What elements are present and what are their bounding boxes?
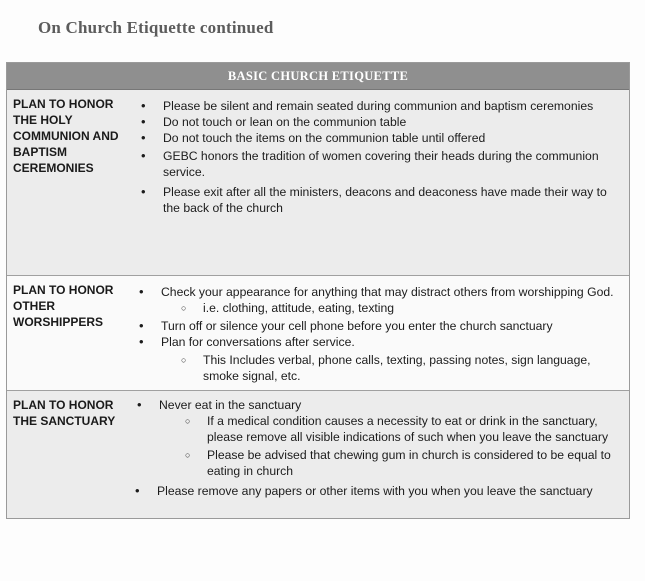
page-title: On Church Etiquette continued bbox=[38, 18, 274, 37]
sub-list-item: ○ This Includes verbal, phone calls, texting, passing notes, sign language, smoke signal, etc. bbox=[203, 352, 627, 384]
list-item: • Please remove any papers or other items with you when you leave the sanctuary bbox=[157, 483, 625, 499]
row-label: PLAN TO HONOR OTHER WORSHIPPERS bbox=[13, 283, 114, 329]
sub-list-item: ○ i.e. clothing, attitude, eating, texting bbox=[203, 300, 627, 316]
item-list bbox=[161, 284, 627, 384]
list-item: • Do not touch the items on the communion table until offered bbox=[163, 130, 625, 146]
item-list bbox=[163, 98, 625, 216]
etiquette-table bbox=[6, 62, 630, 519]
table-row bbox=[7, 90, 629, 276]
list-item: • Please be silent and remain seated during communion and baptism ceremonies bbox=[163, 98, 625, 114]
table-header: BASIC CHURCH ETIQUETTE bbox=[7, 63, 629, 90]
list-item: • Do not touch or lean on the communion table bbox=[163, 114, 625, 130]
list-item: • Turn off or silence your cell phone before you enter the church sanctuary bbox=[161, 318, 627, 334]
list-item: • Plan for conversations after service. bbox=[161, 334, 627, 350]
sub-list-item: ○ If a medical condition causes a necessity to eat or drink in the sanctuary, please remove all visible indications of such when you leave the sanctuary bbox=[207, 413, 617, 445]
table-row bbox=[7, 391, 629, 518]
table-row bbox=[7, 276, 629, 391]
list-item: • Please exit after all the ministers, deacons and deaconess have made their way to the back of the church bbox=[163, 184, 625, 216]
row-label: PLAN TO HONOR THE SANCTUARY bbox=[13, 398, 116, 428]
list-item: • Check your appearance for anything that may distract others from worshipping God. bbox=[161, 284, 627, 300]
sub-list-item: ○ Please be advised that chewing gum in church is considered to be equal to eating in church bbox=[207, 447, 617, 479]
list-item: • Never eat in the sanctuary bbox=[159, 397, 625, 413]
item-list bbox=[159, 397, 625, 499]
list-item: • GEBC honors the tradition of women covering their heads during the communion service. bbox=[163, 148, 625, 180]
row-label: PLAN TO HONOR THE HOLY COMMUNION AND BAPTISM CEREMONIES bbox=[13, 97, 119, 175]
